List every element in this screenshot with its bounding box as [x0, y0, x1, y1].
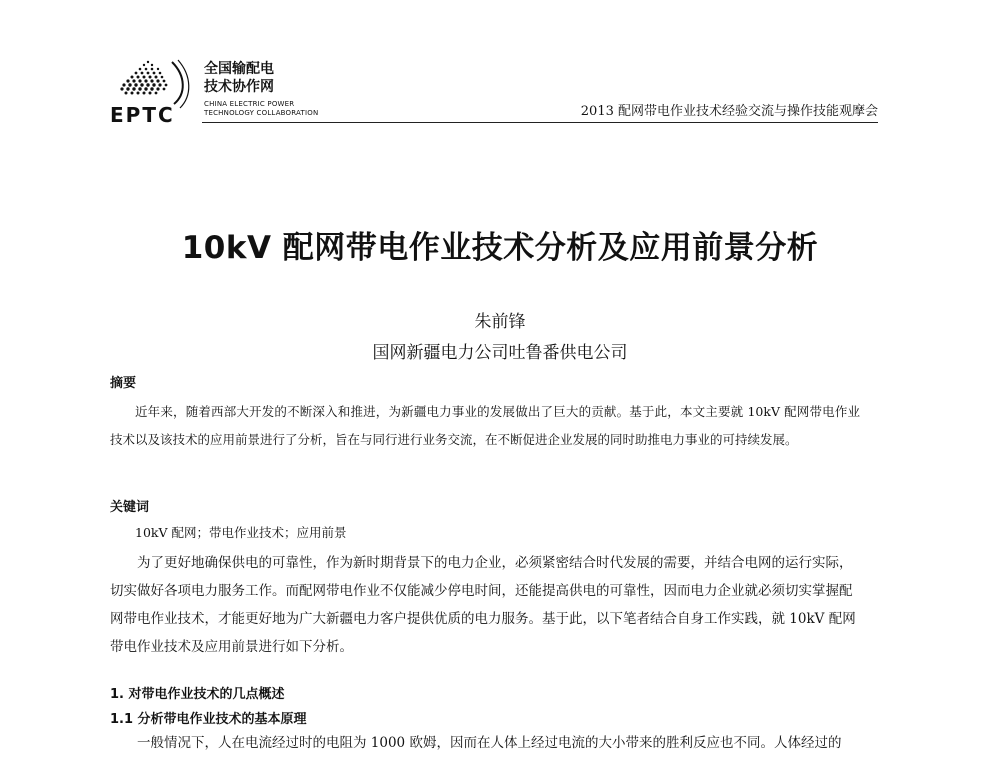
logo-en-line2: TECHNOLOGY COLLABORATION: [204, 109, 319, 117]
conference-title: 2013 配网带电作业技术经验交流与操作技能观摩会: [580, 104, 878, 119]
logo-abbr: EPTC: [110, 103, 175, 126]
abstract-body: [110, 398, 860, 454]
logo-cn-line1: 全国输配电: [204, 61, 274, 77]
logo-en-line1: CHINA ELECTRIC POWER: [204, 100, 295, 108]
paper-title: 10kV 配网带电作业技术分析及应用前景分析: [181, 230, 819, 266]
page-header: [108, 56, 878, 126]
logo-cn-name: [204, 60, 274, 96]
eptc-logo-icon: [108, 56, 200, 126]
logo-en-name: [204, 100, 318, 118]
keywords-body: [110, 519, 860, 547]
intro-body: [110, 549, 860, 661]
logo-cn-line2: 技术协作网: [204, 79, 274, 95]
section1-subheading: 1.1 分析带电作业技术的基本原理: [110, 712, 307, 727]
keywords-heading: 关键词: [110, 500, 150, 515]
section1-heading: 1. 对带电作业技术的几点概述: [110, 687, 285, 702]
paper-author: 朱前锋: [474, 312, 526, 332]
section1-body: [110, 729, 860, 757]
abstract-heading: 摘要: [110, 376, 137, 391]
keywords-text: 10kV 配网；带电作业技术；应用前景: [135, 525, 347, 540]
paper-affiliation: 国网新疆电力公司吐鲁番供电公司: [372, 343, 628, 363]
abstract-text: 近年来，随着西部大开发的不断深入和推进，为新疆电力事业的发展做出了巨大的贡献。基于此，本文主要就 10kV 配网带电作业技术以及该技术的应用前景进行了分析，旨在与同行进行业务交流，在不断促进企业发展的同时助推电力事业的可持续发展。: [110, 404, 860, 447]
intro-text: 为了更好地确保供电的可靠性，作为新时期背景下的电力企业，必须紧密结合时代发展的需要，并结合电网的运行实际，切实做好各项电力服务工作。而配网带电作业不仅能减少停电时间，还能提高供电的可靠性，因而电力企业就必须切实掌握配网带电作业技术，才能更好地为广大新疆电力客户提供优质的电力服务。基于此，以下笔者结合自身工作实践，就 10kV 配网带电作业技术及应用前景进行如下分析。: [110, 555, 856, 655]
header-divider: [202, 122, 878, 123]
section1-text: 一般情况下，人在电流经过时的电阻为 1000 欧姆，因而在人体上经过电流的大小带来的胜利反应也不同。人体经过的: [137, 735, 842, 751]
